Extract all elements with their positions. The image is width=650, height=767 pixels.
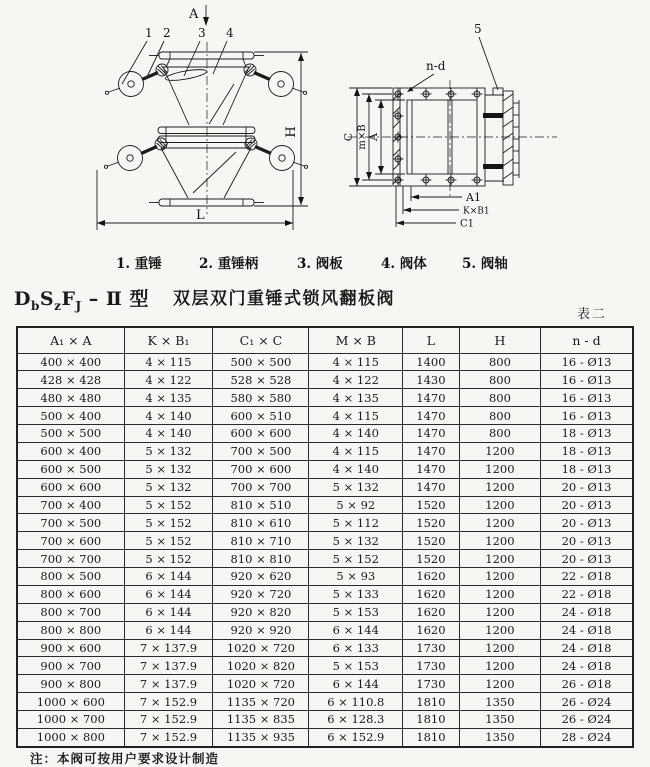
table-cell: 5 × 152 bbox=[124, 532, 213, 550]
table-row bbox=[17, 603, 633, 621]
dim-a-label: A bbox=[367, 133, 380, 141]
table-cell: 20 - Ø13 bbox=[541, 496, 633, 514]
table-cell: 7 × 152.9 bbox=[124, 728, 213, 747]
page-title: 双层双门重锤式锁风翻板阀 bbox=[172, 289, 395, 309]
table-cell: 20 - Ø13 bbox=[541, 478, 633, 496]
table-row bbox=[17, 532, 633, 550]
front-view-drawing bbox=[97, 5, 308, 230]
table-cell: 4 × 140 bbox=[124, 425, 213, 443]
table-cell: 1200 bbox=[459, 514, 540, 532]
table-cell: 6 × 144 bbox=[124, 585, 213, 603]
table-cell: 528 × 528 bbox=[213, 371, 309, 389]
table-cell: 26 - Ø24 bbox=[541, 711, 633, 729]
spec-table bbox=[16, 326, 634, 748]
table-cell: 5 × 93 bbox=[309, 568, 403, 586]
table-cell: 1470 bbox=[403, 407, 460, 425]
model-code: $D_bS_zF_J$ – Ⅱ 型 bbox=[14, 288, 149, 313]
table-cell: 1470 bbox=[403, 478, 460, 496]
callout-5-shaft: 5 bbox=[474, 22, 482, 36]
table-cell: 6 × 128.3 bbox=[309, 711, 403, 729]
table-cell: 1200 bbox=[459, 585, 540, 603]
table-cell: 1620 bbox=[403, 603, 460, 621]
dim-mxb-label: m×B bbox=[357, 124, 368, 150]
table-cell: 1470 bbox=[403, 442, 460, 460]
column-header: C₁ × C bbox=[213, 327, 309, 353]
table-cell: 920 × 620 bbox=[213, 568, 309, 586]
table-cell: 900 × 600 bbox=[17, 639, 124, 657]
parts-legend bbox=[0, 252, 650, 270]
table-cell: 1470 bbox=[403, 460, 460, 478]
table-cell: 1200 bbox=[459, 532, 540, 550]
table-row bbox=[17, 639, 633, 657]
table-row bbox=[17, 407, 633, 425]
valve-drawings bbox=[0, 0, 650, 250]
table-cell: 1730 bbox=[403, 675, 460, 693]
table-cell: 1350 bbox=[459, 728, 540, 747]
table-cell: 24 - Ø18 bbox=[541, 621, 633, 639]
table-cell: 1200 bbox=[459, 621, 540, 639]
table-cell: 1135 × 935 bbox=[213, 728, 309, 747]
table-cell: 500 × 500 bbox=[213, 353, 309, 371]
callout-1-weight: 1 bbox=[145, 26, 153, 40]
table-cell: 810 × 510 bbox=[213, 496, 309, 514]
table-cell: 1620 bbox=[403, 585, 460, 603]
table-cell: 800 bbox=[459, 353, 540, 371]
table-cell: 7 × 137.9 bbox=[124, 675, 213, 693]
table-cell: 500 × 400 bbox=[17, 407, 124, 425]
table-cell: 1135 × 835 bbox=[213, 711, 309, 729]
dim-a1-label: A1 bbox=[466, 191, 481, 204]
table-cell: 4 × 135 bbox=[124, 389, 213, 407]
table-cell: 6 × 144 bbox=[309, 675, 403, 693]
table-cell: 1810 bbox=[403, 693, 460, 711]
table-cell: 5 × 92 bbox=[309, 496, 403, 514]
dim-l-label: L bbox=[196, 208, 205, 223]
table-cell: 810 × 710 bbox=[213, 532, 309, 550]
table-cell: 5 × 152 bbox=[124, 514, 213, 532]
footnote: 注：本阀可按用户要求设计制造 bbox=[30, 751, 220, 766]
table-cell: 1520 bbox=[403, 532, 460, 550]
table-cell: 1620 bbox=[403, 621, 460, 639]
legend-item-arm: 2. 重锤柄 bbox=[199, 256, 259, 272]
table-cell: 5 × 132 bbox=[309, 532, 403, 550]
table-cell: 4 × 115 bbox=[124, 353, 213, 371]
table-cell: 6 × 144 bbox=[124, 603, 213, 621]
callout-2-arm: 2 bbox=[163, 26, 171, 40]
table-cell: 920 × 820 bbox=[213, 603, 309, 621]
table-row bbox=[17, 353, 633, 371]
table-cell: 16 - Ø13 bbox=[541, 371, 633, 389]
table-cell: 20 - Ø13 bbox=[541, 514, 633, 532]
holes-n-d-label: n-d bbox=[426, 59, 446, 73]
table-cell: 16 - Ø13 bbox=[541, 389, 633, 407]
table-number-tag: 表二 bbox=[577, 307, 608, 322]
table-row bbox=[17, 496, 633, 514]
hammer-upper-right bbox=[244, 64, 307, 97]
table-cell: 1000 × 600 bbox=[17, 693, 124, 711]
table-cell: 1470 bbox=[403, 389, 460, 407]
table-row bbox=[17, 657, 633, 675]
table-cell: 500 × 500 bbox=[17, 425, 124, 443]
table-cell: 1000 × 700 bbox=[17, 711, 124, 729]
table-cell: 700 × 600 bbox=[213, 460, 309, 478]
table-cell: 1200 bbox=[459, 675, 540, 693]
table-cell: 1200 bbox=[459, 639, 540, 657]
table-cell: 800 bbox=[459, 389, 540, 407]
table-cell: 1200 bbox=[459, 496, 540, 514]
dim-h-label: H bbox=[284, 126, 299, 138]
table-cell: 428 × 428 bbox=[17, 371, 124, 389]
table-cell: 20 - Ø13 bbox=[541, 550, 633, 568]
table-cell: 800 × 800 bbox=[17, 621, 124, 639]
table-cell: 5 × 152 bbox=[124, 550, 213, 568]
table-cell: 5 × 152 bbox=[124, 496, 213, 514]
hammer-upper-left bbox=[105, 64, 168, 97]
table-cell: 600 × 600 bbox=[213, 425, 309, 443]
legend-item-plate: 3. 阀板 bbox=[297, 256, 343, 272]
table-row bbox=[17, 478, 633, 496]
table-cell: 22 - Ø18 bbox=[541, 585, 633, 603]
table-row bbox=[17, 425, 633, 443]
table-cell: 1520 bbox=[403, 514, 460, 532]
table-cell: 600 × 510 bbox=[213, 407, 309, 425]
table-cell: 5 × 152 bbox=[309, 550, 403, 568]
table-row bbox=[17, 389, 633, 407]
table-cell: 1020 × 820 bbox=[213, 657, 309, 675]
table-cell: 7 × 152.9 bbox=[124, 711, 213, 729]
table-cell: 5 × 132 bbox=[309, 478, 403, 496]
table-cell: 600 × 600 bbox=[17, 478, 124, 496]
table-cell: 24 - Ø18 bbox=[541, 603, 633, 621]
table-cell: 5 × 132 bbox=[124, 478, 213, 496]
table-cell: 1400 bbox=[403, 353, 460, 371]
table-cell: 4 × 135 bbox=[309, 389, 403, 407]
table-cell: 1730 bbox=[403, 639, 460, 657]
table-cell: 700 × 400 bbox=[17, 496, 124, 514]
table-cell: 800 × 600 bbox=[17, 585, 124, 603]
table-cell: 1810 bbox=[403, 711, 460, 729]
table-cell: 1200 bbox=[459, 460, 540, 478]
table-cell: 24 - Ø18 bbox=[541, 639, 633, 657]
table-cell: 600 × 500 bbox=[17, 460, 124, 478]
table-cell: 1520 bbox=[403, 496, 460, 514]
table-cell: 1520 bbox=[403, 550, 460, 568]
column-header: A₁ × A bbox=[17, 327, 124, 353]
table-cell: 4 × 115 bbox=[309, 442, 403, 460]
column-header: n - d bbox=[541, 327, 633, 353]
table-row bbox=[17, 550, 633, 568]
table-cell: 18 - Ø13 bbox=[541, 460, 633, 478]
table-cell: 700 × 600 bbox=[17, 532, 124, 550]
table-cell: 18 - Ø13 bbox=[541, 425, 633, 443]
table-row bbox=[17, 585, 633, 603]
table-cell: 18 - Ø13 bbox=[541, 442, 633, 460]
table-cell: 1200 bbox=[459, 568, 540, 586]
title-row bbox=[14, 284, 636, 312]
table-cell: 1200 bbox=[459, 442, 540, 460]
table-cell: 1020 × 720 bbox=[213, 675, 309, 693]
table-cell: 580 × 580 bbox=[213, 389, 309, 407]
table-cell: 20 - Ø13 bbox=[541, 532, 633, 550]
table-cell: 1430 bbox=[403, 371, 460, 389]
table-cell: 1730 bbox=[403, 657, 460, 675]
table-cell: 5 × 153 bbox=[309, 657, 403, 675]
table-cell: 810 × 810 bbox=[213, 550, 309, 568]
table-cell: 4 × 115 bbox=[309, 353, 403, 371]
table-cell: 1200 bbox=[459, 478, 540, 496]
table-cell: 1350 bbox=[459, 693, 540, 711]
table-row bbox=[17, 711, 633, 729]
table-cell: 480 × 480 bbox=[17, 389, 124, 407]
legend-item-shaft: 5. 阀轴 bbox=[462, 256, 508, 272]
table-cell: 5 × 132 bbox=[124, 442, 213, 460]
table-cell: 700 × 700 bbox=[213, 478, 309, 496]
table-cell: 5 × 132 bbox=[124, 460, 213, 478]
table-row bbox=[17, 371, 633, 389]
table-row bbox=[17, 693, 633, 711]
table-cell: 5 × 112 bbox=[309, 514, 403, 532]
table-cell: 400 × 400 bbox=[17, 353, 124, 371]
table-cell: 16 - Ø13 bbox=[541, 407, 633, 425]
table-cell: 1470 bbox=[403, 425, 460, 443]
table-cell: 900 × 800 bbox=[17, 675, 124, 693]
table-cell: 920 × 720 bbox=[213, 585, 309, 603]
table-cell: 800 bbox=[459, 425, 540, 443]
section-a-label: A bbox=[189, 7, 199, 22]
table-cell: 5 × 153 bbox=[309, 603, 403, 621]
table-cell: 800 bbox=[459, 371, 540, 389]
table-cell: 6 × 144 bbox=[309, 621, 403, 639]
table-cell: 22 - Ø18 bbox=[541, 568, 633, 586]
table-row bbox=[17, 568, 633, 586]
table-cell: 24 - Ø18 bbox=[541, 657, 633, 675]
table-cell: 16 - Ø13 bbox=[541, 353, 633, 371]
table-cell: 800 bbox=[459, 407, 540, 425]
table-cell: 920 × 920 bbox=[213, 621, 309, 639]
table-cell: 4 × 122 bbox=[309, 371, 403, 389]
table-cell: 1620 bbox=[403, 568, 460, 586]
table-row bbox=[17, 460, 633, 478]
table-cell: 700 × 500 bbox=[213, 442, 309, 460]
dim-c-label: C bbox=[342, 132, 355, 142]
table-cell: 4 × 115 bbox=[309, 407, 403, 425]
table-cell: 800 × 500 bbox=[17, 568, 124, 586]
table-cell: 28 - Ø24 bbox=[541, 728, 633, 747]
table-cell: 26 - Ø24 bbox=[541, 693, 633, 711]
table-cell: 1810 bbox=[403, 728, 460, 747]
dim-c1-label: C1 bbox=[460, 218, 475, 230]
column-header: L bbox=[403, 327, 460, 353]
table-cell: 700 × 700 bbox=[17, 550, 124, 568]
column-header: H bbox=[459, 327, 540, 353]
table-row bbox=[17, 675, 633, 693]
table-cell: 7 × 152.9 bbox=[124, 693, 213, 711]
table-cell: 800 × 700 bbox=[17, 603, 124, 621]
table-cell: 4 × 140 bbox=[124, 407, 213, 425]
table-cell: 600 × 400 bbox=[17, 442, 124, 460]
table-cell: 1020 × 720 bbox=[213, 639, 309, 657]
column-header: M × B bbox=[309, 327, 403, 353]
table-cell: 810 × 610 bbox=[213, 514, 309, 532]
table-cell: 4 × 122 bbox=[124, 371, 213, 389]
column-header: K × B₁ bbox=[124, 327, 213, 353]
table-cell: 6 × 152.9 bbox=[309, 728, 403, 747]
table-cell: 6 × 133 bbox=[309, 639, 403, 657]
table-row bbox=[17, 621, 633, 639]
table-row bbox=[17, 442, 633, 460]
table-cell: 1000 × 800 bbox=[17, 728, 124, 747]
dim-kxb1-label: K×B1 bbox=[463, 206, 490, 217]
table-cell: 6 × 144 bbox=[124, 568, 213, 586]
table-cell: 1135 × 720 bbox=[213, 693, 309, 711]
legend-item-body: 4. 阀体 bbox=[381, 256, 427, 272]
legend-item-weight: 1. 重锤 bbox=[116, 256, 162, 272]
table-cell: 1200 bbox=[459, 603, 540, 621]
table-cell: 1200 bbox=[459, 550, 540, 568]
table-cell: 700 × 500 bbox=[17, 514, 124, 532]
table-cell: 7 × 137.9 bbox=[124, 639, 213, 657]
callout-3-plate: 3 bbox=[198, 26, 206, 40]
table-cell: 1350 bbox=[459, 711, 540, 729]
hammer-lower-left bbox=[104, 138, 167, 171]
section-view-drawing bbox=[342, 22, 557, 230]
table-cell: 7 × 137.9 bbox=[124, 657, 213, 675]
table-cell: 6 × 144 bbox=[124, 621, 213, 639]
table-row bbox=[17, 514, 633, 532]
table-cell: 4 × 140 bbox=[309, 460, 403, 478]
hammer-lower-right bbox=[245, 138, 308, 171]
spec-table-body bbox=[17, 353, 633, 747]
table-cell: 1200 bbox=[459, 657, 540, 675]
spec-table-header-row bbox=[17, 327, 633, 353]
table-cell: 900 × 700 bbox=[17, 657, 124, 675]
callout-4-body: 4 bbox=[226, 26, 234, 40]
table-cell: 4 × 140 bbox=[309, 425, 403, 443]
table-cell: 6 × 110.8 bbox=[309, 693, 403, 711]
table-cell: 26 - Ø18 bbox=[541, 675, 633, 693]
table-row bbox=[17, 728, 633, 747]
table-cell: 5 × 133 bbox=[309, 585, 403, 603]
